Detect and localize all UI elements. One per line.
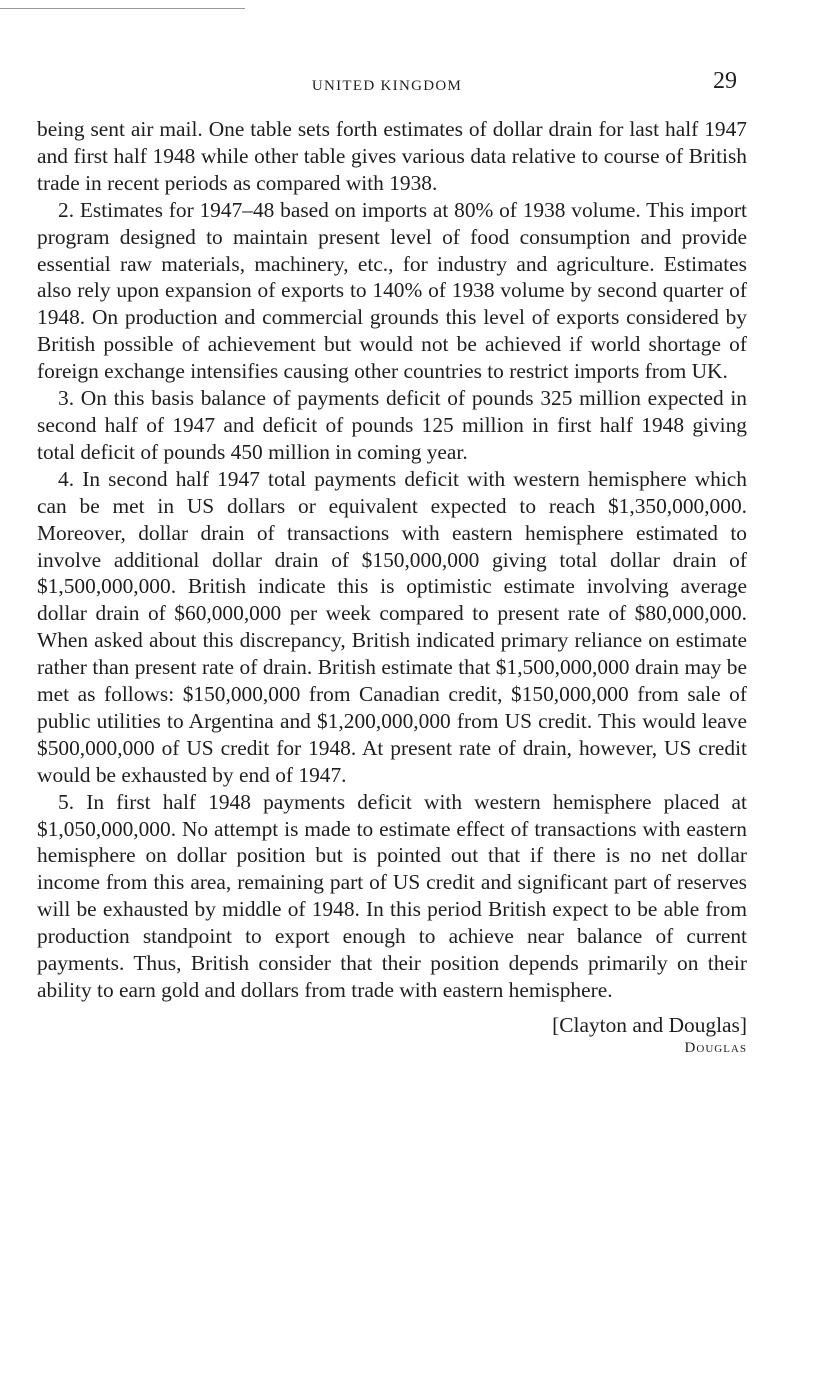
paragraph-4: 4. In second half 1947 total payments deficit with western hemisphere which can be met in US dollars or equivalent expected to reach $1,350,000,000. Moreover, dollar drain of transactions with eastern hemisphere estimated to involve additional dollar drain of $150,000,000 giving total dollar drain of $1,500,000,000. British indicate this is optimistic estimate involving average dollar drain of $60,000,000 per week compared to present rate of $80,000,000. When asked about this discrepancy, British indicated primary reliance on estimate rather than present rate of drain. British estimate that $1,500,000,000 drain may be met as follows: $150,000,000 from Canadian credit, $150,000,000 from sale of public utilities to Argentina and $1,200,000,000 from US credit. This would leave $500,000,000 of US credit for 1948. At present rate of drain, however, US credit would be exhausted by end of 1947. [37, 466, 747, 787]
signature-block [37, 1012, 747, 1058]
paragraph-continuation: being sent air mail. One table sets forth estimates of dollar drain for last half 1947 and first half 1948 while other table gives various data relative to course of British trade in recent periods as compared with 1938. [37, 117, 747, 195]
signature-note: [Clayton and Douglas] [552, 1012, 747, 1037]
signature-name: Douglas [684, 1039, 747, 1056]
page-body [37, 116, 747, 1058]
page-number: 29 [713, 68, 737, 94]
paragraph-2: 2. Estimates for 1947–48 based on imports at 80% of 1938 volume. This import program designed to maintain present level of food consumption and provide essential raw materials, machinery, etc., for industry and agriculture. Estimates also rely upon expansion of exports to 140% of 1938 volume by second quarter of 1948. On production and commercial grounds this level of exports considered by British possible of achievement but would not be achieved if world shortage of foreign exchange intensifies causing other countries to restrict imports from UK. [37, 197, 747, 384]
paragraph-3: 3. On this basis balance of payments deficit of pounds 325 million expected in second half of 1947 and deficit of pounds 125 million in first half 1948 giving total deficit of pounds 450 million in coming year. [37, 386, 747, 464]
running-title: UNITED KINGDOM [311, 78, 463, 94]
top-rule [0, 8, 245, 9]
paragraph-5: 5. In first half 1948 payments deficit with western hemisphere placed at $1,050,000,000. No attempt is made to estimate effect of transactions with eastern hemisphere on dollar position but is pointed out that if there is no net dollar income from this area, remaining part of US credit and significant part of reserves will be exhausted by middle of 1948. In this period British expect to be able from production standpoint to export enough to achieve near balance of current payments. Thus, British consider that their position depends primarily on their ability to earn gold and dollars from trade with eastern hemisphere. [37, 789, 747, 1002]
page-header [37, 68, 737, 104]
